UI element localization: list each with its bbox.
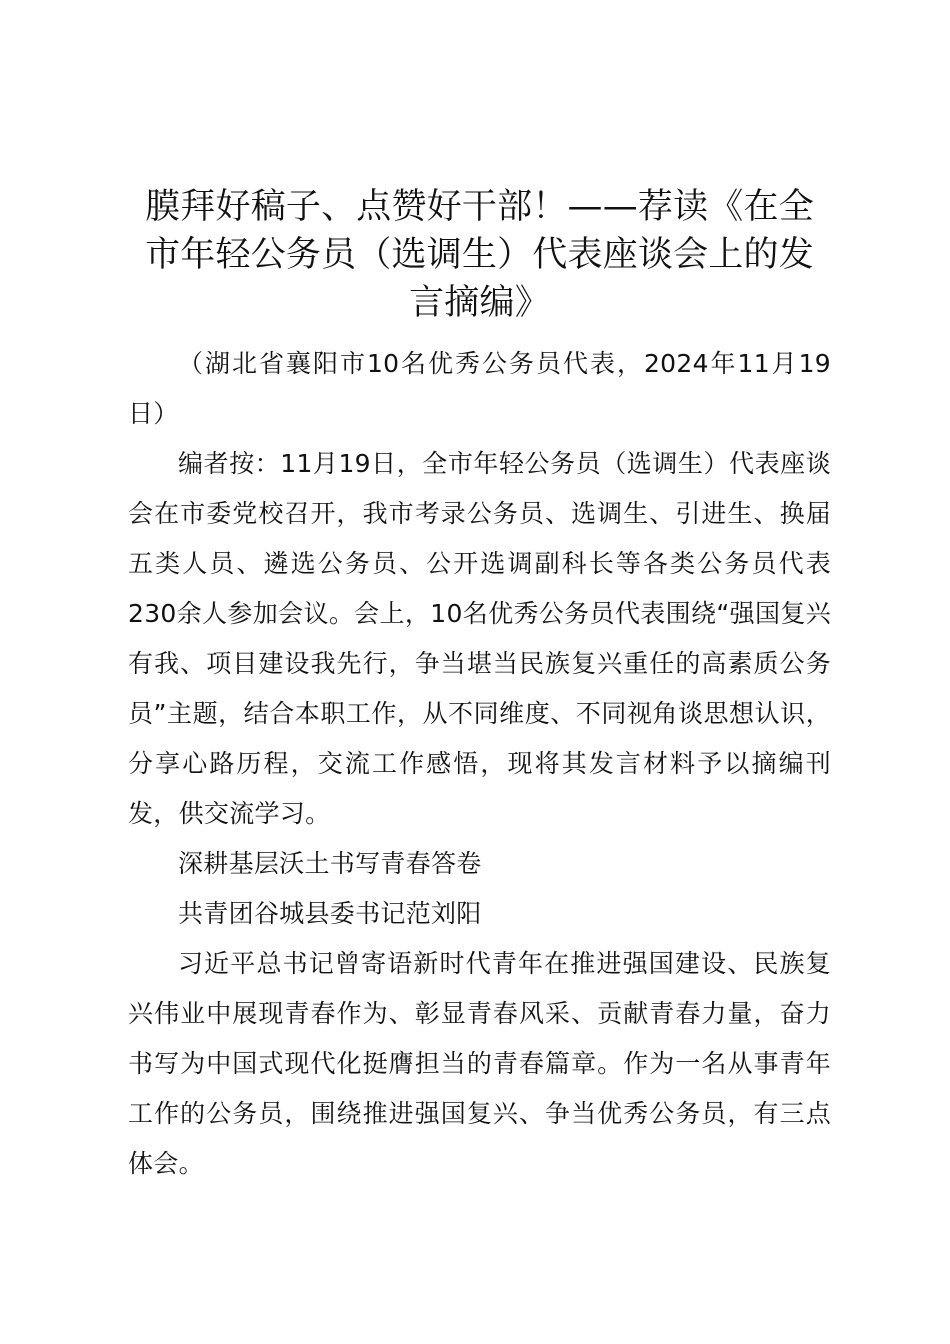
section-heading: 深耕基层沃土书写青春答卷	[178, 849, 482, 878]
editor-note: 编者按：11月19日，全市年轻公务员（选调生）代表座谈会在市委党校召开，我市考录公务员、选调生、引进生、换届五类人员、遴选公务员、公开选调副科长等各类公务员代表230余人参加会议。会上，10名优秀公务员代表围绕“强国复兴有我、项目建设我先行，争当堪当民族复兴重任的高素质公务员”主题，结合本职工作，从不同维度、不同视角谈思想认识，分享心路历程，交流工作感悟，现将其发言材料予以摘编刊发，供交流学习。	[128, 449, 831, 828]
body-paragraph: 习近平总书记曾寄语新时代青年在推进强国建设、民族复兴伟业中展现青春作为、彰显青春风采、贡献青春力量，奋力书写为中国式现代化挺膺担当的青春篇章。作为一名从事青年工作的公务员，围绕推进强国复兴、争当优秀公务员，有三点体会。	[128, 949, 831, 1178]
document-title: 膜拜好稿子、点赞好干部！——荐读《在全市年轻公务员（选调生）代表座谈会上的发言摘编》	[145, 187, 814, 323]
document-page	[128, 183, 831, 1189]
document-byline: （湖北省襄阳市10名优秀公务员代表，2024年11月19日）	[128, 349, 831, 428]
speaker-line: 共青团谷城县委书记范刘阳	[178, 899, 482, 928]
